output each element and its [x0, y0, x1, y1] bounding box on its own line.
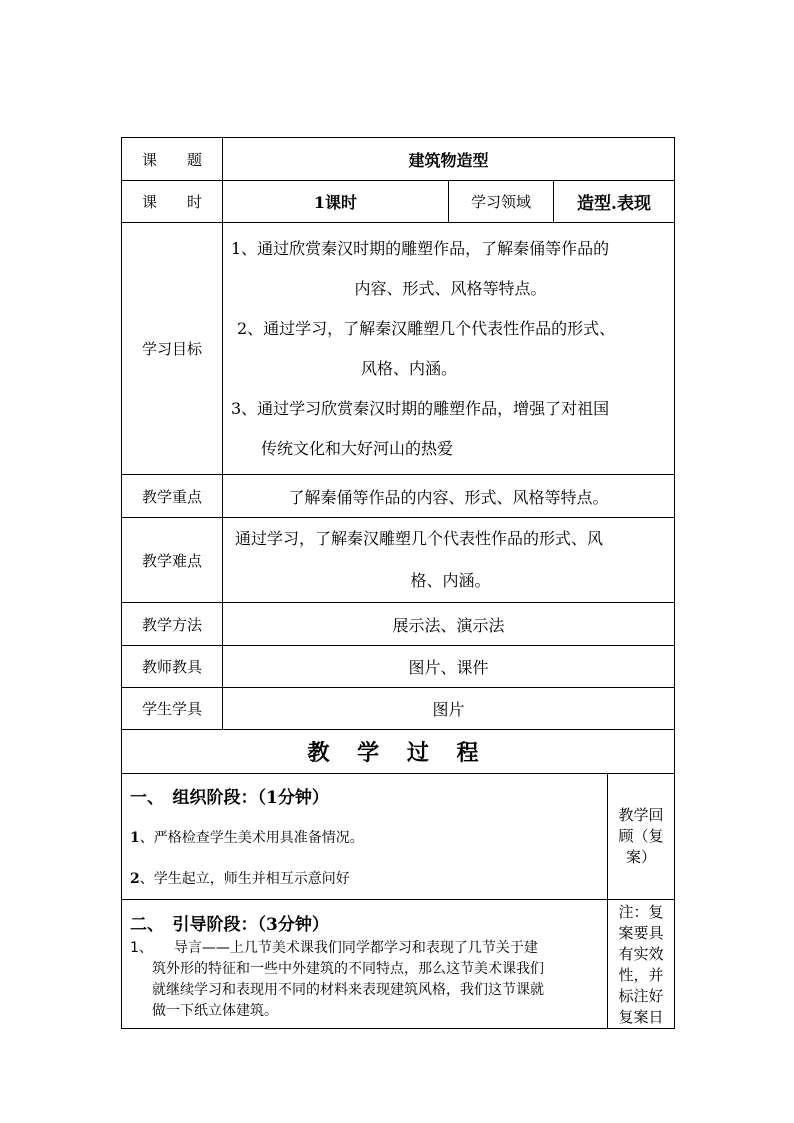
side2-line-5: 标注好 — [618, 987, 664, 1005]
student-tools-value: 图片 — [223, 688, 675, 730]
goal-line-2: 内容、形式、风格等特点。 — [354, 278, 547, 298]
row-difficult-point — [122, 518, 675, 603]
stage1-item2-num: 2 — [130, 870, 140, 887]
row-hours — [122, 181, 675, 223]
stage2-side-note — [608, 900, 675, 1029]
goal-line-5: 3、通过学习欣赏秦汉时期的雕塑作品，增强了对祖国 — [231, 398, 610, 418]
row-student-tools — [122, 688, 675, 730]
side2-line-4: 性，并 — [618, 966, 664, 984]
topic-label: 课 题 — [122, 138, 223, 181]
teacher-tools-label: 教师教具 — [122, 646, 223, 688]
stage1-item2 — [122, 857, 608, 900]
difficult-line-1: 通过学习，了解秦汉雕塑几个代表性作品的形式、风 — [235, 529, 604, 548]
stage1-title: 一、 组织阶段：（1分钟） — [122, 774, 608, 817]
process-table — [121, 773, 675, 1029]
row-key-point — [122, 475, 675, 518]
field-label: 学习领域 — [449, 181, 554, 223]
side2-line-2: 案要具 — [618, 924, 664, 942]
hours-value: 1课时 — [223, 181, 449, 223]
student-tools-label: 学生学具 — [122, 688, 223, 730]
key-value: 了解秦俑等作品的内容、形式、风格等特点。 — [223, 475, 675, 518]
side2-line-3: 有实效 — [618, 945, 664, 963]
goal-line-6: 传统文化和大好河山的热爱 — [261, 438, 454, 458]
stage1-item1-text: 、严格检查学生美术用具准备情况。 — [139, 829, 364, 846]
row-topic — [122, 138, 675, 181]
row-method — [122, 603, 675, 646]
lesson-plan-table — [121, 137, 675, 774]
stage1-item1-row — [122, 817, 675, 857]
teacher-tools-value: 图片、课件 — [223, 646, 675, 688]
topic-value: 建筑物造型 — [223, 138, 675, 181]
stage2-title: 二、 引导阶段：（3分钟） — [130, 915, 329, 935]
field-value: 造型.表现 — [554, 181, 675, 223]
goal-line-3: 2、通过学习，了解秦汉雕塑几个代表性作品的形式、 — [237, 318, 616, 338]
row-process-title — [122, 730, 675, 774]
stage1-item1-num: 1 — [130, 829, 140, 846]
row-goals — [122, 223, 675, 475]
goals-content — [223, 223, 675, 475]
difficult-line-2: 格、内涵。 — [410, 571, 491, 590]
method-value: 展示法、演示法 — [223, 603, 675, 646]
side2-line-6: 复案日 — [618, 1008, 664, 1026]
side1-line-1: 教学回 — [618, 806, 664, 824]
stage1-item1 — [122, 817, 608, 857]
stage1-item2-row — [122, 857, 675, 900]
stage2-content — [122, 900, 608, 1029]
stage2-row — [122, 900, 675, 1029]
side2-line-1: 注：复 — [618, 903, 664, 921]
stage1-side-note — [608, 774, 675, 900]
stage2-intro-line-4: 做一下纸立体建筑。 — [152, 1003, 278, 1019]
difficult-content — [223, 518, 675, 603]
stage1-item2-text: 、学生起立，师生并相互示意问好 — [139, 870, 350, 887]
stage2-intro-line-3: 就继续学习和表现用不同的材料来表现建筑风格，我们这节课就 — [152, 982, 544, 998]
side1-line-3: 案） — [625, 848, 656, 866]
stage2-intro-line-2: 筑外形的特征和一些中外建筑的不同特点，那么这节美术课我们 — [152, 961, 544, 977]
method-label: 教学方法 — [122, 603, 223, 646]
goals-label: 学习目标 — [122, 223, 223, 475]
difficult-label: 教学难点 — [122, 518, 223, 603]
key-label: 教学重点 — [122, 475, 223, 518]
goal-line-1: 1、通过欣赏秦汉时期的雕塑作品，了解秦俑等作品的 — [231, 238, 610, 258]
stage1-title-row — [122, 774, 675, 817]
stage2-intro-line-1: 1、 导言——上几节美术课我们同学都学习和表现了几节关于建 — [130, 940, 538, 956]
process-title: 教 学 过 程 — [122, 730, 675, 774]
hours-label: 课 时 — [122, 181, 223, 223]
goal-line-4: 风格、内涵。 — [361, 358, 458, 378]
row-teacher-tools — [122, 646, 675, 688]
side1-line-2: 顾（复 — [618, 827, 664, 845]
lesson-plan — [121, 137, 674, 1029]
stage2-intro — [122, 938, 607, 1022]
